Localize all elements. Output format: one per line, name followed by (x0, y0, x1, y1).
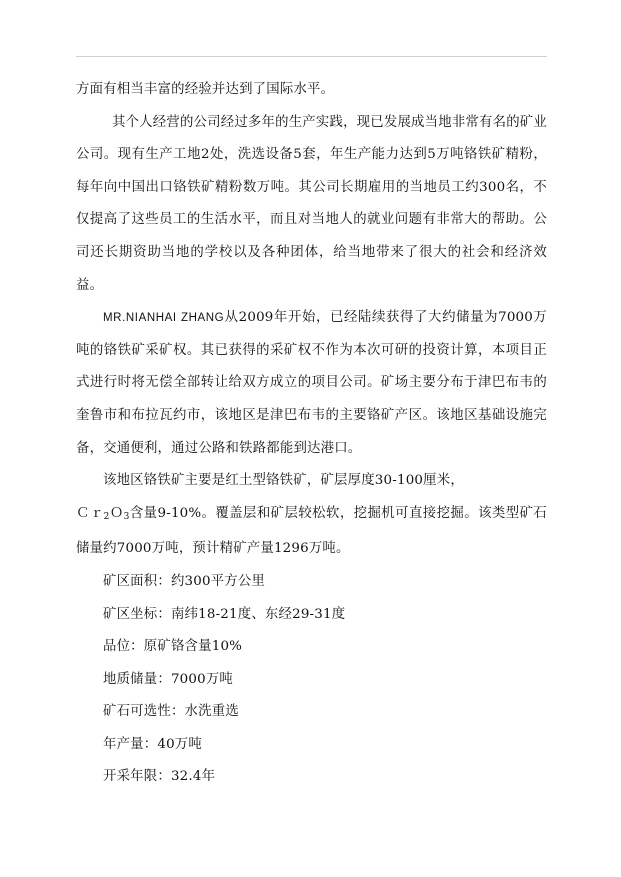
spec-reserves: 地质储量：7000万吨 (103, 671, 234, 687)
paragraph-ore-type-text-a: 该地区铬铁矿主要是红土型铬铁矿，矿层厚度30-100厘米， (103, 473, 464, 489)
paragraph-ore-type (76, 465, 547, 566)
spec-annual-output: 年产量：40万吨 (103, 736, 202, 752)
spec-mining-life: 开采年限：32.4年 (103, 769, 216, 785)
paragraph-mining-rights-text: 从2009年开始，已经陆续获得了大约储量为7000万吨的铬铁矿采矿权。其已获得的采矿权不作为本次可研的投资计算，本项目正式进行时将无偿全部转让给双方成立的项目公司。矿场主要分布于津巴布韦的奎鲁市和布拉瓦约市，该地区是津巴布韦的主要铬矿产区。该地区基础设施完备，交通便利，通过公路和铁路都能到达港口。 (76, 310, 547, 456)
paragraph-company: 其个人经营的公司经过多年的生产实践，现已发展成当地非常有名的矿业公司。现有生产工地2处，洗选设备5套，年生产能力达到5万吨铬铁矿精粉，每年向中国出口铬铁矿精粉数万吨。其公司长期雇用的当地员工约300名，不仅提高了这些员工的生活水平，而且对当地人的就业问题有非常大的帮助。公司还长期资助当地的学校以及各种团体，给当地带来了很大的社会和经济效益。 (76, 114, 547, 293)
spec-processability: 矿石可选性：水洗重选 (103, 704, 239, 720)
person-name: MR.NIANHAI ZHANG (103, 312, 225, 325)
document-body (76, 74, 547, 794)
chem-sub-3: 3 (123, 511, 130, 522)
chem-sub-2: 2 (103, 511, 110, 522)
chem-cr: Ｃｒ (76, 505, 104, 521)
paragraph-continuation: 方面有相当丰富的经验并达到了国际水平。 (76, 82, 335, 97)
spec-grade: 品位：原矿铬含量10% (103, 639, 243, 655)
paragraph-mining-rights (76, 302, 547, 465)
spec-coordinates: 矿区坐标：南纬18-21度、东经29-31度 (103, 606, 346, 622)
header-rule (76, 56, 547, 57)
paragraph-ore-type-text-b: 含量9-10%。覆盖层和矿层较松软，挖掘机可直接挖掘。该类型矿石储量约7000万吨，预计精矿产量1296万吨。 (76, 505, 547, 557)
chem-o: Ｏ (109, 505, 124, 521)
spec-area: 矿区面积：约300平方公里 (103, 573, 266, 589)
